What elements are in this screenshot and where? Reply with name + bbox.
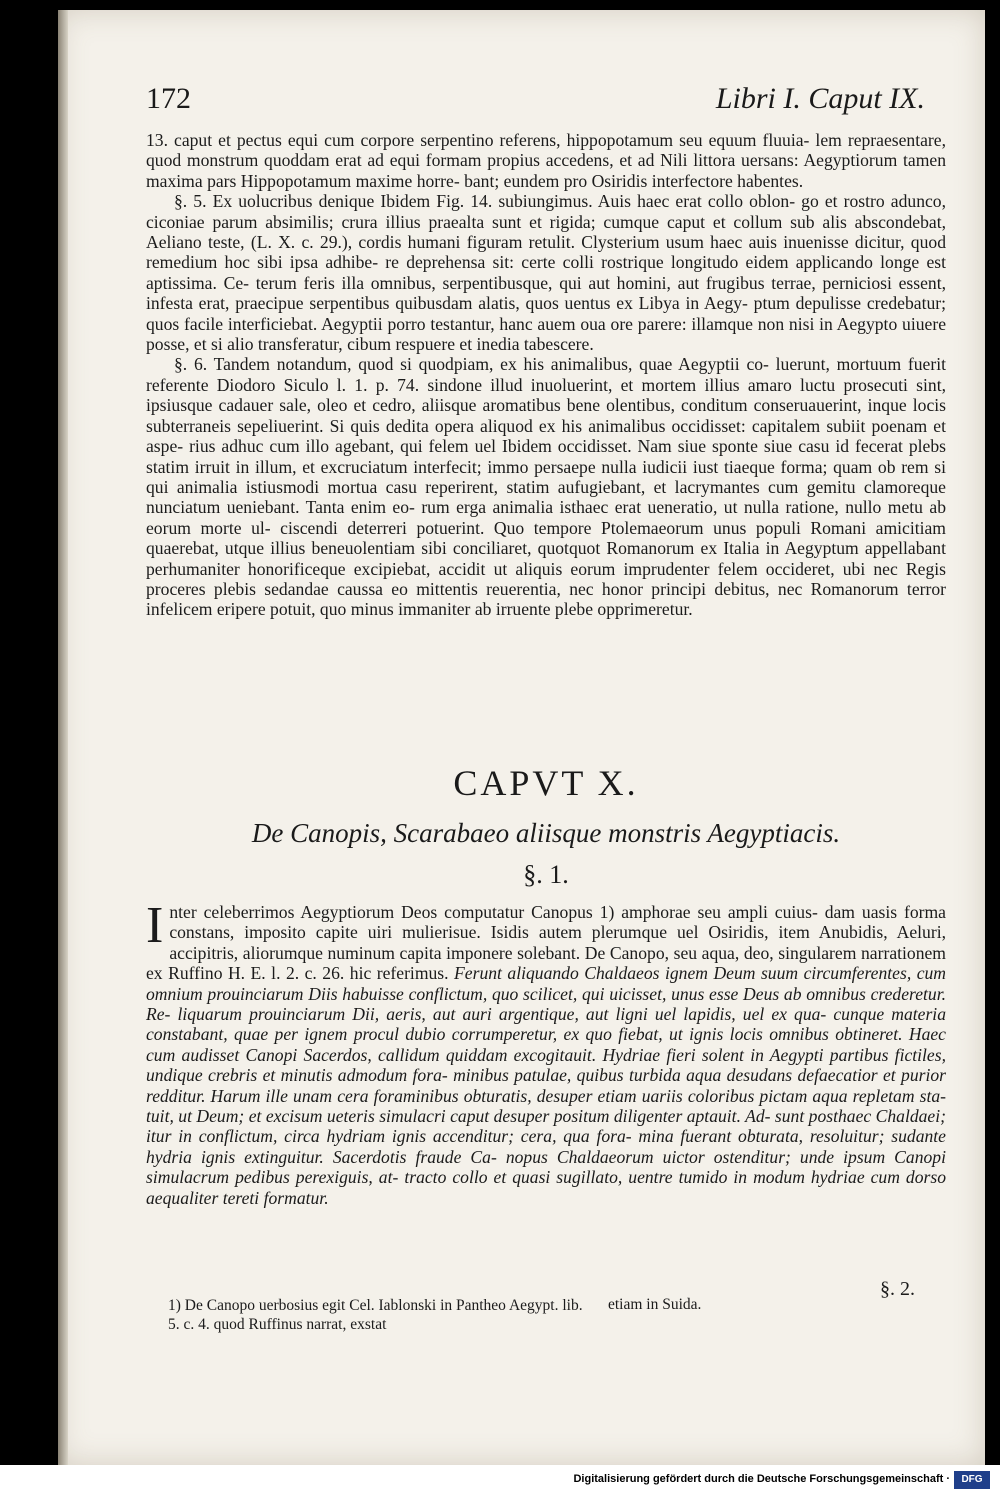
canopus-intro: nter celeberrimos Aegyptiorum Deos computatur Canopus 1) amphorae seu ampli cuius- dam uasis forma constans, imposito capite uiri mulierisue. Isidis autem plerumque uel Osiridis, item Anubidis, Aeluri, accipitris, aliorumque numinum capita imponere solebant. De Canopo, seu aqua, deo, singularem narrationem ex Ruffino H. E. l. 2. c. 26. hic referimus.	[146, 902, 946, 984]
page-spine-shadow	[58, 10, 68, 1465]
catchword: §. 2.	[880, 1278, 915, 1300]
ruffinus-quotation: Ferunt aliquando Chaldaeos ignem Deum suum circumferentes, cum omnium prouinciarum Diis habuisse conflictum, quo scilicet, qui uicisset, unus esse Deus ab omnibus crederetur. Re- liquarum prouinciarum Dii, aeris, aut auri argentique, aut ligni uel lapidis, uel ex qua- cunque materia constabant, quae per ignem procul dubio corrumperetur, ex quo fiebat, ut ignis locis omnibus obtineret. Haec cum audisset Canopi Sacerdos, callidum quiddam excogitauit. Hydriae fieri solent in Aegypti partibus fictiles, undique crebris et minutis admodum fora- minibus patulae, quibus turbida aqua desudans defaecatior et purior redditur. Harum ille unam cera foraminibus obturatis, desuper etiam uariis coloribus pictam aqua repletam sta- tuit, ut Deum; et excisum ueteris simulacri caput desuper positum diligenter aptauit. Ad- sunt posthaec Chaldaei; itur in conflictum, circa hydriam ignis accenditur; cera, qua fora- mina fuerant obturata, resoluitur; sudante hydria ignis extinguitur. Sacerdotis fraude Ca- nopus Chaldaeorum uictor ostenditur; unde ipsum Canopi simulacrum pedibus perexiguis, at- tracto collo et quasi sugillato, uentre tumido in modum hydriae cum dorso aequaliter tereti formatur.	[146, 963, 947, 1208]
digitization-footer	[0, 1465, 1000, 1497]
running-title: Libri I. Caput IX.	[715, 82, 925, 115]
footnote: 1) De Canopo uerbosius egit Cel. Iablonski in Pantheo Aegypt. lib. 5. c. 4. quod Ruffinus narrat, exstat	[168, 1297, 583, 1333]
chapter-heading: CAPVT X.	[453, 763, 639, 803]
chapter-ix-text	[146, 130, 946, 620]
drop-cap: I	[146, 897, 164, 954]
page-number: 172	[146, 82, 191, 115]
book-page	[58, 10, 985, 1465]
paragraph-hippopotamus: 13. caput et pectus equi cum corpore serpentino referens, hippopotamum seu equum fluuia- lem repraesentare, quod monstrum quoddam erat ad equi formam propius accedens, et ad Nili littora uersans: Aegyptiorum tamen maxima pars Hippopotamum maxime horre- bant; eundem pro Osiridis interfectore habentes.	[146, 130, 946, 191]
chapter-subtitle: De Canopis, Scarabaeo aliisque monstris Aegyptiacis.	[251, 818, 841, 848]
section-mark: §. 1.	[523, 860, 569, 889]
paragraph-section-5: §. 5. Ex uolucribus denique Ibidem Fig. 14. subiungimus. Auis haec erat collo oblon- go et rostro adunco, ciconiae parum absimilis; crura illius praealta sunt et rigida; cumque caput et collum sub alis abscondebat, Aeliano teste, (L. X. c. 29.), cordis humani figuram retulit. Clysterium usum haec auis inuenisse dicitur, quod remedium hoc sibi ipsa adhibe- re deprehensa sit: certe colli rostrique longitudo eidem applicando longe est aptissima. Ce- terum feris illa omnibus, serpentibusque, qui aut homini, aut frugibus terrae, perniciosi essent, infesta erat, praecipue serpentibus quibusdam alatis, quos uentus ex Libya in Aegy- ptum depulisse credebatur; quos facile interficiebat. Aegyptii porro testantur, hanc auem oua ore parere: illamque non nisi in Aegypto uiuere posse, et si alio transferatur, cibum respuere et inedia tabescere.	[146, 191, 946, 355]
running-header	[146, 82, 925, 122]
funding-credit: Digitalisierung gefördert durch die Deutsche Forschungsgemeinschaft ·	[573, 1473, 950, 1485]
footnote-continuation: etiam in Suida.	[608, 1296, 702, 1313]
paragraph-canopus	[146, 897, 947, 1208]
paragraph-section-6: §. 6. Tandem notandum, quod si quodpiam, ex his animalibus, quae Aegyptii co- luerunt, mortuum fuerit referente Diodoro Siculo l. 1. p. 74. sindone illud inuoluerint, et mortem illius amaro luctu prosecuti sint, ipsiusque cadauer sale, oleo et cedro, aliisque aromatibus bene olentibus, conditum conseruauerint, inque locis subterraneis sepeliuerint. Si quis dedita opera aliquod ex his animalibus occidisset: capitalem subiit poenam et aspe- rius adhuc cum illo agebant, qui felem uel Ibidem occidisset. Nam siue sponte siue casu id fecerat plebs statim irruit in illum, et excruciatum interfecit; immo persaepe nulla iudicii iust tiaeque forma; quam ob rem si qui animalia istiusmodi mortua casu reperirent, statim aufugiebant, et lacrymantes cum gemitu clamoreque nunciatum ueniebant. Tanta enim eo- rum erga animalia isthaec erat ueneratio, ut nulla ratione, nullo metu ab eorum morte ul- ciscendi deterreri potuerint. Quo tempore Ptolemaeorum unus populi Romani amicitiam quaerebat, utque illius beneuolentiam sibi conciliaret, quotquot Romanorum ex Italia in Aegyptum appellabant perhumaniter honorificeque excipiebat, accidit ut aliquis eorum imprudenter felem occideret, ubi nec Regis proceres plebis sedandae caussa eo mittentis reuerentia, nec honor principi debitus, nec Romanorum terror infelicem eripere potuit, quo minus immaniter ab irruente plebe opprimeretur.	[146, 354, 946, 620]
dfg-logo: DFG	[954, 1471, 990, 1489]
chapter-x-text	[146, 897, 947, 1208]
